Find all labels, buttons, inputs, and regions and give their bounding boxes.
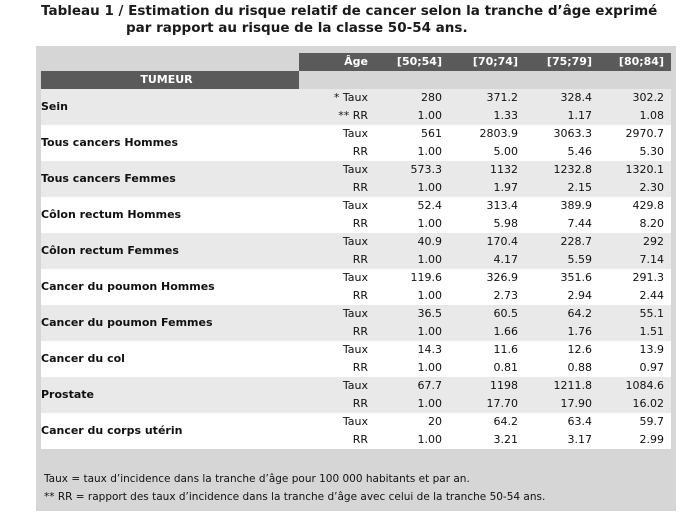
value-cell: 8.20	[599, 215, 671, 233]
value-cell: 20	[375, 413, 449, 431]
metric-cell: ** RR	[299, 107, 375, 125]
value-cell: 4.17	[449, 251, 525, 269]
tumour-name-cell: Cancer du poumon Hommes	[41, 269, 299, 305]
footnotes	[44, 470, 674, 506]
metric-cell: Taux	[299, 125, 375, 143]
table-row	[41, 341, 671, 359]
tumour-name-cell: Côlon rectum Hommes	[41, 197, 299, 233]
metric-cell: Taux	[299, 197, 375, 215]
tumour-name-cell: Cancer du corps utérin	[41, 413, 299, 449]
metric-cell: RR	[299, 323, 375, 341]
value-cell: 0.97	[599, 359, 671, 377]
value-cell: 0.88	[525, 359, 599, 377]
table-row	[41, 89, 671, 107]
column-header-row	[41, 53, 671, 71]
table-row	[41, 233, 671, 251]
value-cell: 52.4	[375, 197, 449, 215]
value-cell: 16.02	[599, 395, 671, 413]
value-cell: 326.9	[449, 269, 525, 287]
column-header: [80;84]	[599, 53, 671, 71]
column-header: [50;54]	[375, 53, 449, 71]
value-cell: 573.3	[375, 161, 449, 179]
value-cell: 17.90	[525, 395, 599, 413]
value-cell: 3.21	[449, 431, 525, 449]
footnote-rr: ** RR = rapport des taux d’incidence dans la tranche d’âge avec celui de la tranche 50-54 ans.	[44, 491, 546, 503]
metric-cell: Taux	[299, 377, 375, 395]
value-cell: 1211.8	[525, 377, 599, 395]
value-cell: 5.46	[525, 143, 599, 161]
metric-cell: Taux	[299, 269, 375, 287]
value-cell: 36.5	[375, 305, 449, 323]
value-cell: 291.3	[599, 269, 671, 287]
value-cell: 228.7	[525, 233, 599, 251]
value-cell: 328.4	[525, 89, 599, 107]
value-cell: 1.76	[525, 323, 599, 341]
value-cell: 12.6	[525, 341, 599, 359]
value-cell: 389.9	[525, 197, 599, 215]
value-cell: 1.00	[375, 251, 449, 269]
value-cell: 5.98	[449, 215, 525, 233]
risk-table	[41, 53, 671, 449]
table-title-line1: Tableau 1 / Estimation du risque relatif de cancer selon la tranche d’âge exprimé	[41, 3, 658, 19]
value-cell: 64.2	[449, 413, 525, 431]
value-cell: 59.7	[599, 413, 671, 431]
tumour-name-cell: Sein	[41, 89, 299, 125]
value-cell: 1.17	[525, 107, 599, 125]
value-cell: 429.8	[599, 197, 671, 215]
metric-cell: RR	[299, 215, 375, 233]
value-cell: 2.99	[599, 431, 671, 449]
value-cell: 1.00	[375, 323, 449, 341]
metric-cell: Taux	[299, 233, 375, 251]
table-row	[41, 305, 671, 323]
table-row	[41, 197, 671, 215]
value-cell: 371.2	[449, 89, 525, 107]
value-cell: 119.6	[375, 269, 449, 287]
table-row	[41, 377, 671, 395]
metric-cell: RR	[299, 431, 375, 449]
column-header: [75;79]	[525, 53, 599, 71]
value-cell: 2.44	[599, 287, 671, 305]
value-cell: 1320.1	[599, 161, 671, 179]
age-header: Âge	[299, 53, 375, 71]
metric-cell: Taux	[299, 413, 375, 431]
value-cell: 14.3	[375, 341, 449, 359]
table-title	[41, 3, 681, 37]
value-cell: 40.9	[375, 233, 449, 251]
value-cell: 1.51	[599, 323, 671, 341]
value-cell: 351.6	[525, 269, 599, 287]
value-cell: 1.00	[375, 287, 449, 305]
value-cell: 3063.3	[525, 125, 599, 143]
value-cell: 1.33	[449, 107, 525, 125]
value-cell: 1084.6	[599, 377, 671, 395]
value-cell: 1232.8	[525, 161, 599, 179]
value-cell: 313.4	[449, 197, 525, 215]
value-cell: 2.73	[449, 287, 525, 305]
table-row	[41, 161, 671, 179]
tumour-name-cell: Cancer du col	[41, 341, 299, 377]
tumeur-header-spacer	[299, 71, 671, 89]
value-cell: 3.17	[525, 431, 599, 449]
tumour-name-cell: Tous cancers Hommes	[41, 125, 299, 161]
column-header: [70;74]	[449, 53, 525, 71]
value-cell: 561	[375, 125, 449, 143]
value-cell: 5.30	[599, 143, 671, 161]
value-cell: 1.00	[375, 359, 449, 377]
tumeur-header-row	[41, 71, 671, 89]
value-cell: 2.15	[525, 179, 599, 197]
metric-cell: Taux	[299, 305, 375, 323]
metric-cell: RR	[299, 359, 375, 377]
value-cell: 292	[599, 233, 671, 251]
value-cell: 67.7	[375, 377, 449, 395]
metric-cell: RR	[299, 287, 375, 305]
value-cell: 11.6	[449, 341, 525, 359]
value-cell: 1.00	[375, 431, 449, 449]
value-cell: 1.00	[375, 395, 449, 413]
value-cell: 17.70	[449, 395, 525, 413]
value-cell: 55.1	[599, 305, 671, 323]
value-cell: 63.4	[525, 413, 599, 431]
tumour-name-cell: Cancer du poumon Femmes	[41, 305, 299, 341]
metric-cell: Taux	[299, 161, 375, 179]
tumour-name-cell: Prostate	[41, 377, 299, 413]
header-blank	[41, 53, 299, 71]
value-cell: 1.66	[449, 323, 525, 341]
metric-cell: RR	[299, 143, 375, 161]
value-cell: 1.00	[375, 179, 449, 197]
value-cell: 302.2	[599, 89, 671, 107]
footnote-taux: Taux = taux d’incidence dans la tranche d’âge pour 100 000 habitants et par an.	[44, 473, 470, 485]
value-cell: 1.00	[375, 215, 449, 233]
table-row	[41, 269, 671, 287]
value-cell: 64.2	[525, 305, 599, 323]
value-cell: 13.9	[599, 341, 671, 359]
table-body	[41, 89, 671, 449]
metric-cell: RR	[299, 179, 375, 197]
value-cell: 0.81	[449, 359, 525, 377]
table-row	[41, 413, 671, 431]
value-cell: 2.94	[525, 287, 599, 305]
value-cell: 1.08	[599, 107, 671, 125]
value-cell: 60.5	[449, 305, 525, 323]
metric-cell: RR	[299, 395, 375, 413]
value-cell: 5.59	[525, 251, 599, 269]
metric-cell: Taux	[299, 341, 375, 359]
tumeur-header: TUMEUR	[41, 71, 299, 89]
table-title-line2: par rapport au risque de la classe 50-54 ans.	[126, 20, 468, 36]
value-cell: 1.00	[375, 107, 449, 125]
value-cell: 2.30	[599, 179, 671, 197]
value-cell: 1132	[449, 161, 525, 179]
value-cell: 5.00	[449, 143, 525, 161]
value-cell: 2803.9	[449, 125, 525, 143]
value-cell: 1.00	[375, 143, 449, 161]
metric-cell: * Taux	[299, 89, 375, 107]
value-cell: 2970.7	[599, 125, 671, 143]
value-cell: 1.97	[449, 179, 525, 197]
value-cell: 7.44	[525, 215, 599, 233]
metric-cell: RR	[299, 251, 375, 269]
value-cell: 7.14	[599, 251, 671, 269]
tumour-name-cell: Côlon rectum Femmes	[41, 233, 299, 269]
value-cell: 280	[375, 89, 449, 107]
value-cell: 170.4	[449, 233, 525, 251]
value-cell: 1198	[449, 377, 525, 395]
tumour-name-cell: Tous cancers Femmes	[41, 161, 299, 197]
table-row	[41, 125, 671, 143]
